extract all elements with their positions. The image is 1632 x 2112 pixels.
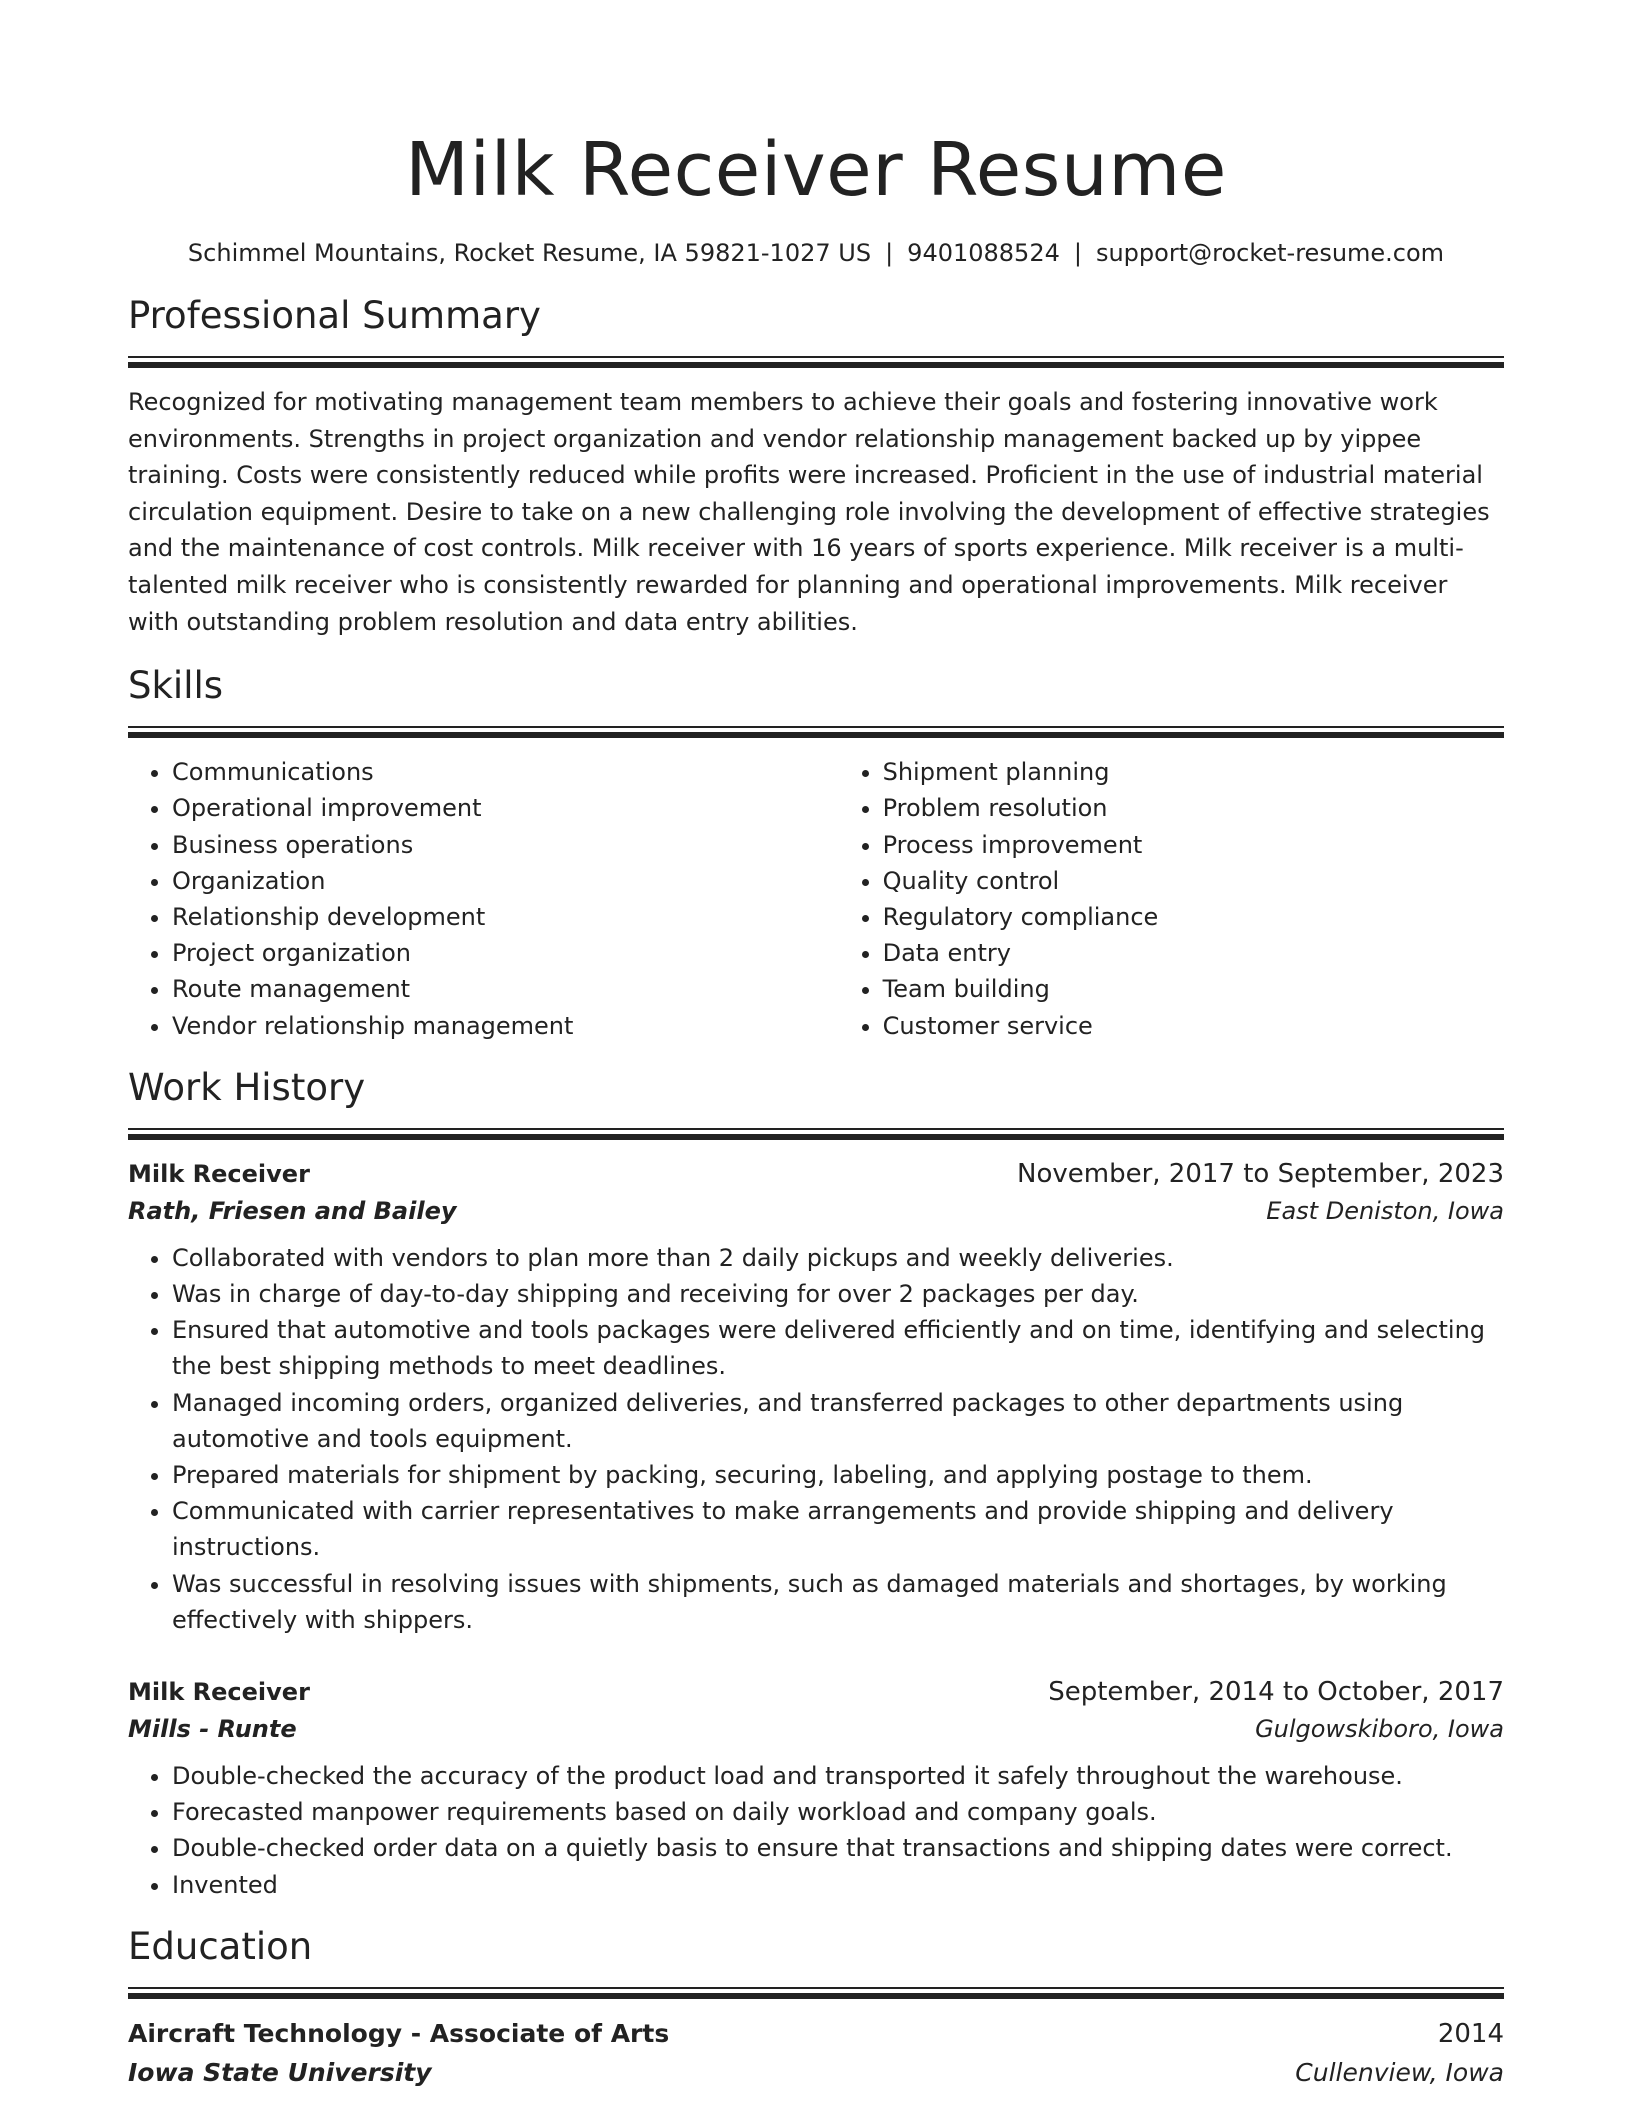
job-bullet: • Forecasted manpower requirements based on daily workload and company goals.	[172, 1794, 1504, 1830]
job-bullet: • Communicated with carrier representatives to make arrangements and provide shipping and delivery instructions.	[172, 1493, 1504, 1565]
skills-list	[128, 754, 1504, 1044]
education-subheader	[128, 2053, 1504, 2093]
contact-email: support@rocket-resume.com	[1095, 239, 1445, 267]
skill-item: • Shipment planning	[883, 754, 1504, 790]
skill-item: • Organization	[172, 863, 839, 899]
job-bullet: • Managed incoming orders, organized deliveries, and transferred packages to other departments using automotive and tools equipment.	[172, 1385, 1504, 1457]
skill-item: • Regulatory compliance	[883, 899, 1504, 935]
job-header	[128, 1674, 1504, 1710]
education-section	[128, 1923, 1504, 2093]
skill-item: • Quality control	[883, 863, 1504, 899]
job-dates: September, 2014 to October, 2017	[1048, 1677, 1504, 1708]
contact-phone: 9401088524	[907, 239, 1060, 267]
job-header	[128, 1156, 1504, 1192]
job-bullet: • Was in charge of day-to-day shipping and receiving for over 2 packages per day.	[172, 1276, 1504, 1312]
skill-item: • Vendor relationship management	[172, 1008, 839, 1044]
skill-item: • Project organization	[172, 935, 839, 971]
skill-item: • Business operations	[172, 827, 839, 863]
job-bullet: • Collaborated with vendors to plan more than 2 daily pickups and weekly deliveries.	[172, 1240, 1504, 1276]
skill-item: • Team building	[883, 971, 1504, 1007]
education-location: Cullenview, Iowa	[1295, 2057, 1504, 2087]
contact-address: Schimmel Mountains, Rocket Resume, IA 59821-1027 US	[187, 239, 872, 267]
education-degree: Aircraft Technology - Associate of Arts	[128, 2018, 670, 2048]
section-heading-summary: Professional Summary	[128, 294, 541, 337]
job-title: Milk Receiver	[128, 1159, 310, 1188]
job-bullet: • Double-checked the accuracy of the product load and transported it safely throughout the warehouse.	[172, 1758, 1504, 1794]
skill-item: • Problem resolution	[883, 790, 1504, 826]
section-divider	[128, 1128, 1504, 1140]
skills-section	[128, 662, 1504, 1044]
job-company: Mills - Runte	[128, 1715, 297, 1744]
work-history-section	[128, 1064, 1504, 1903]
section-divider	[128, 356, 1504, 368]
section-heading-education: Education	[128, 1924, 313, 1968]
job-bullets	[128, 1240, 1504, 1638]
section-divider	[128, 1987, 1504, 1999]
job-bullet: • Was successful in resolving issues with shipments, such as damaged materials and shortages, by working effectively with shippers.	[172, 1566, 1504, 1638]
job-bullet: • Prepared materials for shipment by packing, securing, labeling, and applying postage to them.	[172, 1457, 1504, 1493]
education-header	[128, 2015, 1504, 2053]
skill-item: • Customer service	[883, 1008, 1504, 1044]
section-divider	[128, 726, 1504, 738]
resume-page	[128, 0, 1504, 2093]
skills-column-left	[128, 754, 839, 1044]
education-year: 2014	[1437, 2018, 1504, 2049]
education-school: Iowa State University	[128, 2057, 432, 2087]
skill-item: • Relationship development	[172, 899, 839, 935]
job-location: East Deniston, Iowa	[1266, 1196, 1504, 1225]
job-dates: November, 2017 to September, 2023	[1017, 1158, 1504, 1189]
skill-item: • Process improvement	[883, 827, 1504, 863]
summary-section	[128, 292, 1504, 640]
job-title: Milk Receiver	[128, 1678, 310, 1707]
skills-column-right	[839, 754, 1504, 1044]
skill-item: • Route management	[172, 971, 839, 1007]
job-location: Gulgowskiboro, Iowa	[1255, 1715, 1504, 1744]
job-company: Rath, Friesen and Bailey	[128, 1196, 457, 1225]
job-entry	[128, 1156, 1504, 1638]
contact-line	[128, 236, 1504, 270]
resume-title: Milk Receiver Resume	[405, 127, 1227, 213]
job-bullet: • Double-checked order data on a quietly basis to ensure that transactions and shipping dates were correct.	[172, 1830, 1504, 1866]
skill-item: • Operational improvement	[172, 790, 839, 826]
job-bullet: • Invented	[172, 1867, 1504, 1903]
summary-text: Recognized for motivating management team members to achieve their goals and fostering innovative work environments. Strengths in project organization and vendor relationship management backed up by yippee training. Costs were consistently reduced while profits were increased. Proficient in the use of industrial material circulation equipment. Desire to take on a new challenging role involving the development of effective strategies and the maintenance of cost controls. Milk receiver with 16 years of sports experience. Milk receiver is a multi-talented milk receiver who is consistently rewarded for planning and operational improvements. Milk receiver with outstanding problem resolution and data entry abilities.	[128, 388, 1490, 636]
job-bullet: • Ensured that automotive and tools packages were delivered efficiently and on time, identifying and selecting the best shipping methods to meet deadlines.	[172, 1312, 1504, 1384]
section-heading-work-history: Work History	[128, 1065, 366, 1109]
job-bullets	[128, 1758, 1504, 1903]
job-subheader	[128, 1710, 1504, 1748]
contact-separator: |	[1073, 239, 1082, 267]
skill-item: • Communications	[172, 754, 839, 790]
skill-item: • Data entry	[883, 935, 1504, 971]
section-heading-skills: Skills	[128, 664, 224, 708]
job-entry	[128, 1674, 1504, 1903]
job-subheader	[128, 1192, 1504, 1230]
contact-separator: |	[885, 239, 894, 267]
